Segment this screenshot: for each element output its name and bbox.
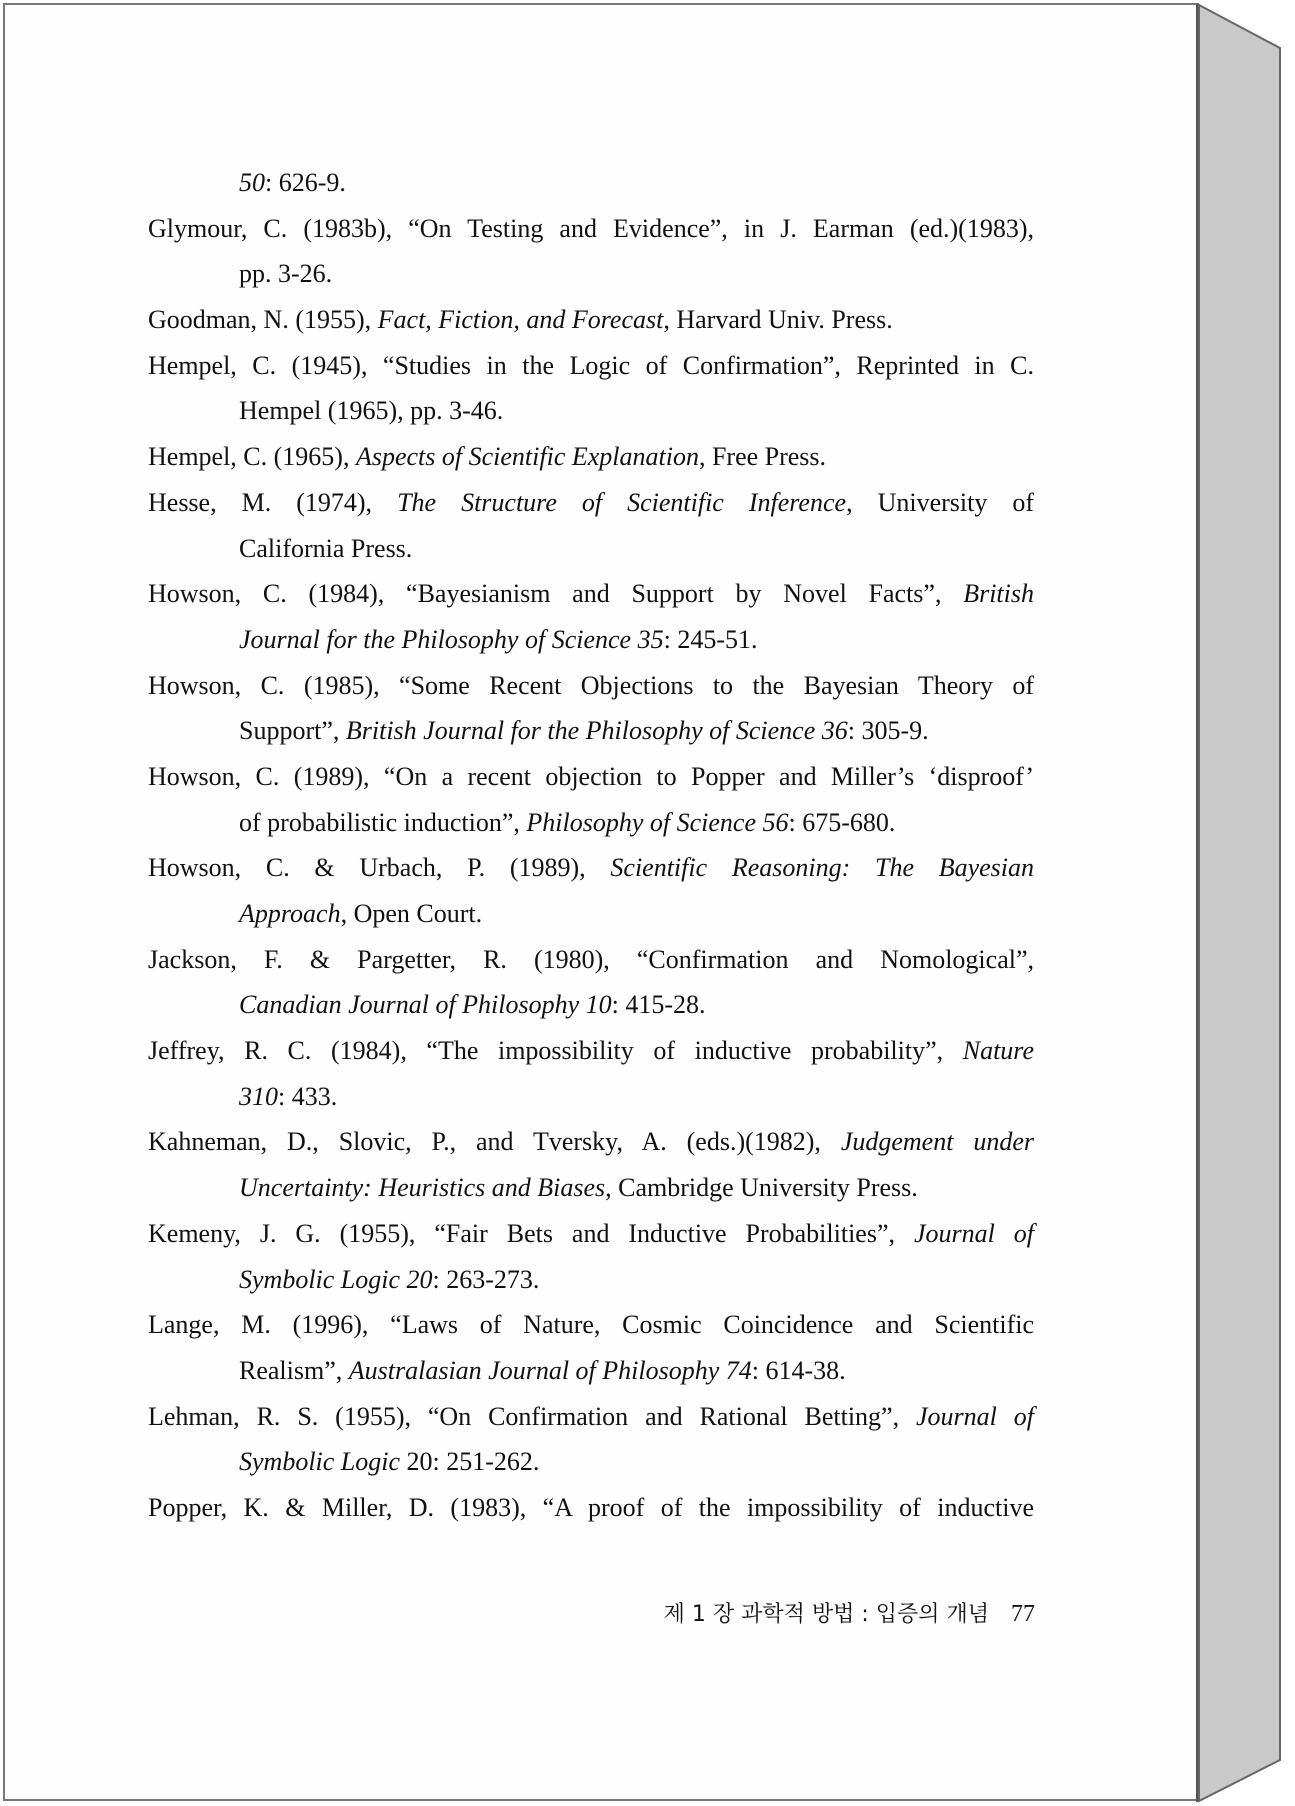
reference-entry-line [148, 571, 1034, 617]
reference-continuation-line [148, 251, 1034, 297]
reference-text: Jeffrey, R. C. (1984), “The impossibility of inductive probability”, [148, 1036, 963, 1066]
italic-title-text: Symbolic Logic [239, 1447, 407, 1477]
italic-title-text: British [963, 579, 1034, 609]
reference-continuation-line [148, 1439, 1034, 1485]
reference-entry-line [148, 1485, 1034, 1531]
reference-text: : 626-9. [265, 168, 346, 197]
reference-continuation-line [148, 891, 1034, 937]
italic-title-text: Nature [962, 1036, 1034, 1066]
reference-continuation-line [148, 1074, 1034, 1120]
chapter-title: 제 1 장 과학적 방법 : 입증의 개념 [663, 1602, 989, 1627]
reference-continuation-line [148, 526, 1034, 572]
reference-text: California Press. [239, 533, 413, 563]
reference-entry-line [148, 1028, 1034, 1074]
reference-text: Popper, K. & Miller, D. (1983), “A proof of the impossibility of inductive [148, 1492, 1034, 1522]
reference-entry-line [148, 663, 1034, 709]
italic-title-text: Scientific Reasoning: The Bayesian [610, 853, 1034, 883]
reference-continuation-line [148, 617, 1034, 663]
reference-text: Hesse, M. (1974), [148, 487, 398, 517]
reference-continuation-line [148, 800, 1034, 846]
italic-title-text: 310 [239, 1081, 278, 1111]
italic-title-text: British Journal for the Philosophy of Science 36 [345, 716, 848, 746]
reference-text: Goodman, N. (1955), [148, 305, 378, 335]
reference-text: Howson, C. (1984), “Bayesianism and Support by Novel Facts”, [148, 579, 964, 609]
italic-title-text: Fact, Fiction, and Forecast [377, 305, 664, 335]
page-edge-face [1199, 5, 1280, 1801]
reference-text: Howson, C. (1989), “On a recent objection to Popper and Miller’s ‘disproof’ [148, 761, 1034, 791]
reference-text: : 305-9. [847, 716, 929, 746]
reference-text: : 263-273. [432, 1264, 540, 1294]
italic-title-text: Australasian Journal of Philosophy 74 [348, 1355, 752, 1385]
reference-text: Hempel, C. (1965), [148, 442, 356, 472]
reference-entry-line [148, 1119, 1034, 1165]
reference-entry-line [148, 434, 1034, 480]
reference-text: Howson, C. & Urbach, P. (1989), [148, 853, 611, 883]
reference-continuation-line [148, 1165, 1034, 1211]
italic-title-text: Symbolic Logic 20 [239, 1264, 433, 1294]
reference-text: : 433. [278, 1081, 338, 1111]
italic-title-text: Uncertainty: Heuristics and Biases [239, 1173, 606, 1203]
reference-text: Lange, M. (1996), “Laws of Nature, Cosmic Coincidence and Scientific [148, 1310, 1034, 1340]
italic-title-text: 50 [239, 168, 265, 197]
reference-text: Glymour, C. (1983b), “On Testing and Evidence”, in J. Earman (ed.)(1983), [148, 213, 1034, 243]
reference-entry-line [148, 480, 1034, 526]
reference-text: pp. 3-26. [239, 259, 333, 289]
running-footer [664, 1597, 1035, 1628]
reference-entry-line [148, 1302, 1034, 1348]
italic-title-text: Journal of [913, 1218, 1035, 1248]
reference-entry-line [148, 754, 1034, 800]
reference-text: Howson, C. (1985), “Some Recent Objections to the Bayesian Theory of [148, 670, 1034, 700]
reference-text: , University of [846, 487, 1035, 517]
reference-text: , Cambridge University Press. [605, 1173, 918, 1203]
reference-text: , Open Court. [340, 899, 483, 928]
italic-title-text: Approach [239, 899, 341, 928]
reference-entry-line [148, 343, 1034, 389]
bibliography-list [148, 160, 1034, 1531]
reference-text: of probabilistic induction”, [239, 807, 527, 837]
reference-text: : 614-38. [751, 1355, 846, 1385]
italic-title-text: Judgement under [840, 1127, 1035, 1157]
reference-text: , Free Press. [698, 442, 827, 472]
reference-entry-line [148, 845, 1034, 891]
reference-entry-line [148, 1394, 1034, 1440]
reference-text: Kemeny, J. G. (1955), “Fair Bets and Inductive Probabilities”, [148, 1218, 914, 1248]
reference-continuation-line [148, 982, 1034, 1028]
italic-title-text: Philosophy of Science 56 [526, 807, 789, 837]
page-number: 77 [1011, 1601, 1035, 1627]
reference-text: Hempel (1965), pp. 3-46. [239, 396, 504, 426]
reference-text: Jackson, F. & Pargetter, R. (1980), “Confirmation and Nomological”, [148, 944, 1034, 974]
italic-title-text: Canadian Journal of Philosophy 10 [239, 990, 612, 1020]
reference-text: : 675-680. [788, 807, 896, 837]
reference-text: Kahneman, D., Slovic, P., and Tversky, A. (eds.)(1982), [148, 1127, 841, 1157]
italic-title-text: Aspects of Scientific Explanation [355, 442, 699, 472]
reference-text: 20: 251-262. [406, 1447, 540, 1477]
reference-text: , Harvard Univ. Press. [663, 305, 893, 335]
reference-text: Support”, [239, 716, 346, 746]
reference-text: : 415-28. [611, 990, 706, 1020]
italic-title-text: Journal for the Philosophy of Science 35 [239, 624, 664, 654]
italic-title-text: Journal of [915, 1401, 1034, 1431]
reference-text: : 245-51. [663, 624, 758, 654]
reference-text: Realism”, [239, 1355, 349, 1385]
reference-continuation-line [148, 1257, 1034, 1303]
reference-entry-line [148, 206, 1034, 252]
reference-text: Lehman, R. S. (1955), “On Confirmation and Rational Betting”, [148, 1401, 916, 1431]
reference-entry-line [148, 937, 1034, 983]
reference-text: Hempel, C. (1945), “Studies in the Logic of Confirmation”, Reprinted in C. [148, 350, 1034, 380]
reference-entry-line [148, 1211, 1034, 1257]
italic-title-text: The Structure of Scientific Inference [397, 487, 847, 517]
reference-continuation-line [148, 160, 1034, 206]
reference-continuation-line [148, 1348, 1034, 1394]
reference-entry-line [148, 297, 1034, 343]
reference-continuation-line [148, 708, 1034, 754]
reference-continuation-line [148, 388, 1034, 434]
